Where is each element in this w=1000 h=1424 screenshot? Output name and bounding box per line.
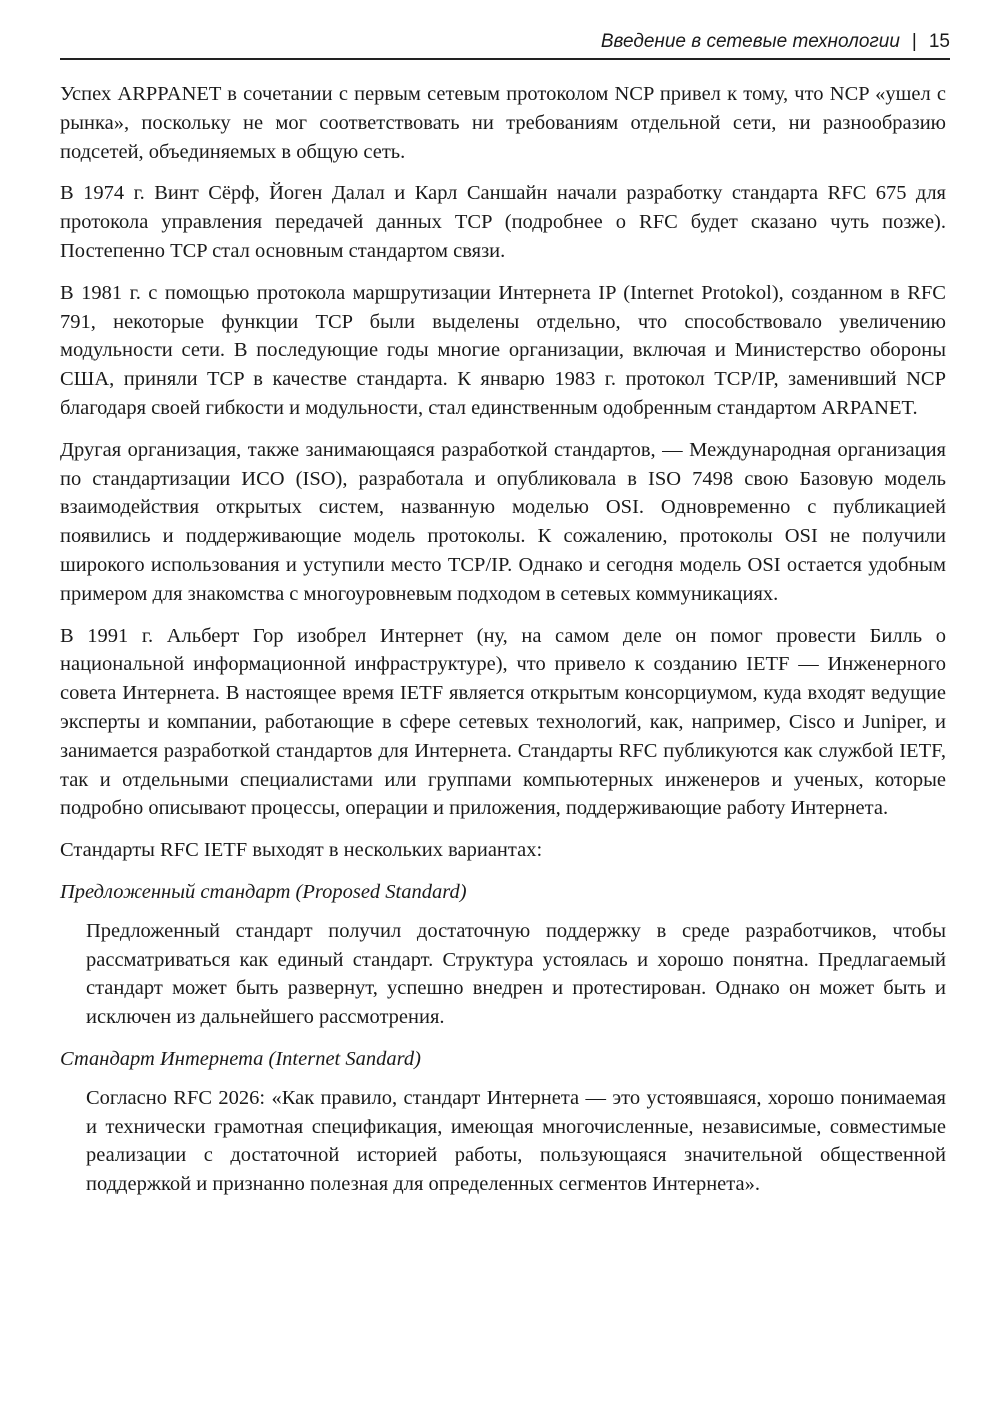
paragraph-iso-osi: Другая организация, также занимающаяся разработкой стандартов, — Международная организация по стандартизации ИСО (ISO), разработала и опубликовала в ISO 7498 свою Базовую модель взаимодействия открытых систем, названную моделью OSI. Одновременно с публикацией появились и поддерживающие модель протоколы. К сожалению, протоколы OSI не получили широкого использования и уступили место TCP/IP. Однако и сегодня модель OSI остается удобным примером для знакомства с многоуровневым подходом в сетевых коммуникациях. [60,438,946,605]
definition-text-proposed-standard: Предложенный стандарт получил достаточную поддержку в среде разработчиков, чтобы рассматриваться как единый стандарт. Структура устоялась и хорошо понятна. Предлагаемый стандарт может быть развернут, успешно внедрен и протестирован. Однако он может быть и исключен из дальнейшего рассмотрения. [86,919,946,1029]
paragraph-ip-1981: В 1981 г. с помощью протокола маршрутизации Интернета IP (Internet Protokol), созданном в RFC 791, некоторые функции TCP были выделены отдельно, что способствовало увеличению модульности сети. В последующие годы многие организации, включая и Министерство обороны США, приняли TCP в качестве стандарта. К январю 1983 г. протокол TCP/IP, заменивший NCP благодаря своей гибкости и модульности, стал единственным одобренным стандартом ARPANET. [60,281,946,419]
paragraph-arpanet-ncp: Успех ARPPANET в сочетании с первым сетевым протоколом NCP привел к тому, что NCP «ушел с рынка», поскольку не мог соответствовать ни требованиям отдельной сети, ни разнообразию подсетей, объединяемых в общую сеть. [60,83,946,163]
header-separator: | [911,31,917,52]
paragraph-ietf-1991: В 1991 г. Альберт Гор изобрел Интернет (ну, на самом деле он помог провести Билль о национальной информационной инфраструктуре), что привело к созданию IETF — Инженерного совета Интернета. В настоящее время IETF является открытым консорциумом, куда входят ведущие эксперты и компании, работающие в сфере сетевых технологий, как, например, Cisco и Juniper, и занимается разработкой стандартов для Интернета. Стандарты RFC публикуются как службой IETF, так и отдельными специалистами или группами компьютерных инженеров и ученых, которые подробно описывают процессы, операции и приложения, поддерживающие работу Интернета. [60,624,946,820]
section-title: Введение в сетевые технологии [600,31,900,52]
page-number: 15 [928,31,950,52]
definition-term-internet-standard: Стандарт Интернета (Internet Sandard) [60,1047,421,1070]
paragraph-rfc-variants: Стандарты RFC IETF выходят в нескольких вариантах: [60,839,543,862]
definition-term-proposed-standard: Предложенный стандарт (Proposed Standard) [60,880,467,903]
page-body [60,80,946,1212]
definition-text-internet-standard: Согласно RFC 2026: «Как правило, стандарт Интернета — это устоявшаяся, хорошо понимаемая и технически грамотная спецификация, имеющая многочисленные, независимые, совместимые реализации с достаточной историей работы, пользующаяся значительной общественной поддержкой и признанно полезная для определенных сегментов Интернета». [86,1086,946,1196]
paragraph-tcp-1974: В 1974 г. Винт Сёрф, Йоген Далал и Карл Саншайн начали разработку стандарта RFC 675 для протокола управления передачей данных TCP (подробнее о RFC будет сказано чуть позже). Постепенно TCP стал основным стандартом связи. [60,182,946,262]
running-header [60,26,950,60]
